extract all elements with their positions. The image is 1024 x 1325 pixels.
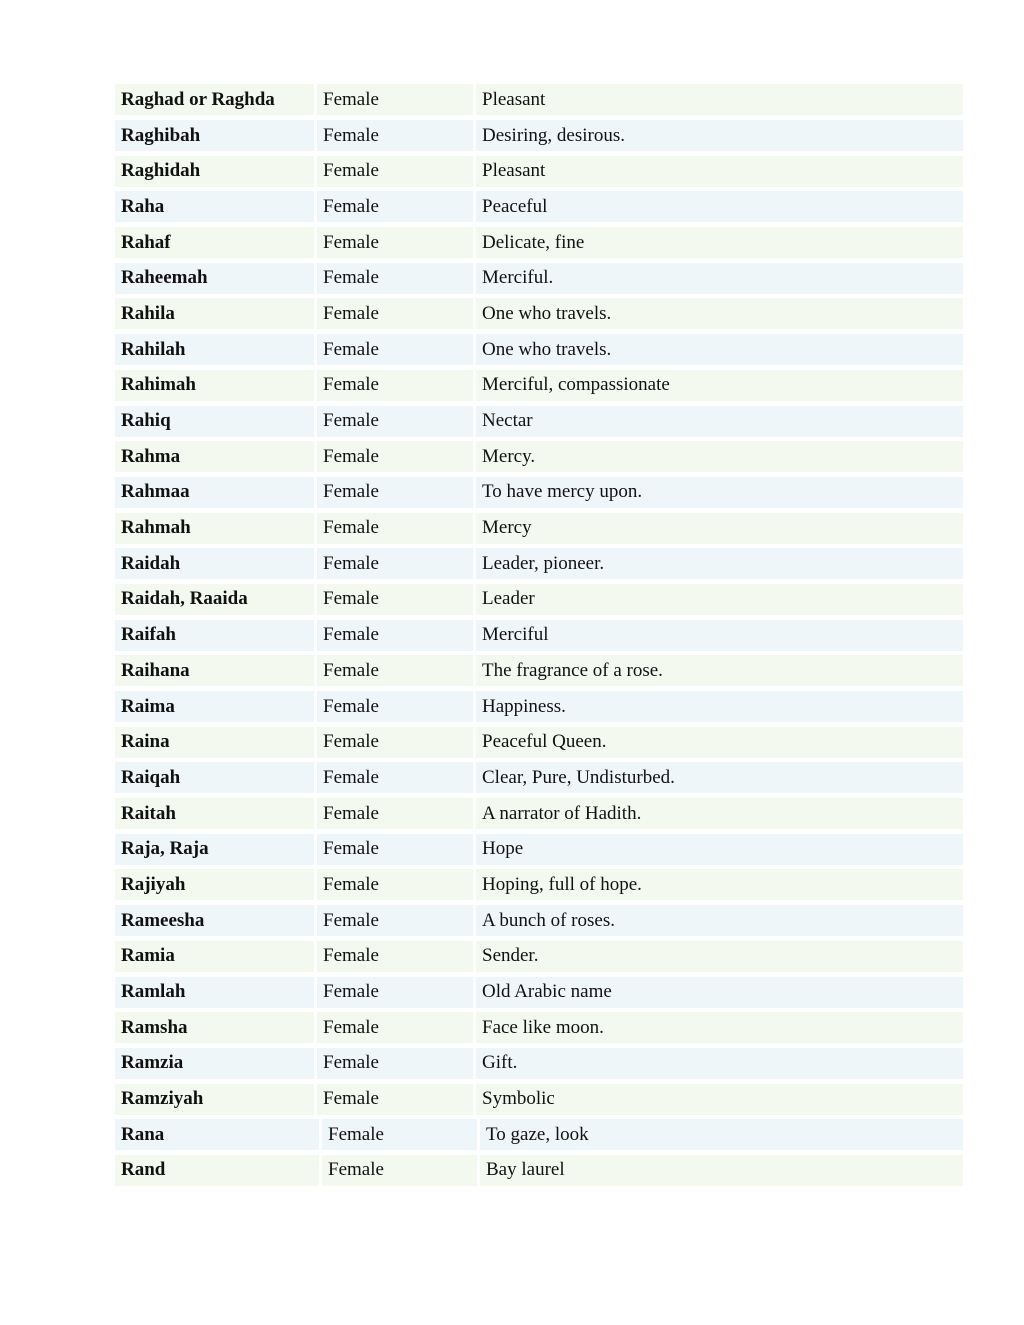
name-cell: Ramlah: [115, 977, 317, 1010]
name-cell: Rana: [115, 1119, 322, 1152]
table-row: [115, 1118, 963, 1154]
gender-cell: Female: [317, 762, 476, 795]
table-row: [115, 119, 963, 155]
table-row: [115, 154, 963, 190]
table-row: [115, 297, 963, 333]
name-cell: Raja, Raja: [115, 834, 317, 867]
meaning-cell: Mercy: [476, 513, 963, 546]
table-row: [115, 940, 963, 976]
gender-cell: Female: [317, 370, 476, 403]
meaning-cell: One who travels.: [476, 334, 963, 367]
name-cell: Rahma: [115, 441, 317, 474]
table-row: [115, 1011, 963, 1047]
meaning-cell: Hoping, full of hope.: [476, 869, 963, 902]
name-cell: Rand: [115, 1155, 322, 1188]
gender-cell: Female: [317, 548, 476, 581]
name-cell: Raheemah: [115, 263, 317, 296]
name-cell: Raghibah: [115, 120, 317, 153]
meaning-cell: Merciful.: [476, 263, 963, 296]
gender-cell: Female: [317, 406, 476, 439]
gender-cell: Female: [322, 1119, 480, 1152]
table-row: [115, 333, 963, 369]
table-row: [115, 511, 963, 547]
name-cell: Raima: [115, 691, 317, 724]
meaning-cell: Old Arabic name: [476, 977, 963, 1010]
table-row: [115, 369, 963, 405]
name-cell: Raidah, Raaida: [115, 584, 317, 617]
name-cell: Raifah: [115, 620, 317, 653]
table-row: [115, 83, 963, 119]
meaning-cell: Leader, pioneer.: [476, 548, 963, 581]
gender-cell: Female: [317, 584, 476, 617]
meaning-cell: Face like moon.: [476, 1012, 963, 1045]
gender-cell: Female: [317, 869, 476, 902]
name-cell: Rahilah: [115, 334, 317, 367]
gender-cell: Female: [317, 1084, 476, 1117]
table-row: [115, 1154, 963, 1190]
table-row: [115, 1047, 963, 1083]
gender-cell: Female: [317, 727, 476, 760]
name-cell: Raghad or Raghda: [115, 84, 317, 117]
meaning-cell: Delicate, fine: [476, 227, 963, 260]
table-row: [115, 476, 963, 512]
meaning-cell: Pleasant: [476, 156, 963, 189]
meaning-cell: One who travels.: [476, 298, 963, 331]
table-row: [115, 975, 963, 1011]
meaning-cell: Gift.: [476, 1048, 963, 1081]
meaning-cell: To have mercy upon.: [476, 477, 963, 510]
name-cell: Rahiq: [115, 406, 317, 439]
gender-cell: Female: [317, 441, 476, 474]
name-cell: Rahila: [115, 298, 317, 331]
name-cell: Raina: [115, 727, 317, 760]
gender-cell: Female: [317, 1048, 476, 1081]
gender-cell: Female: [317, 620, 476, 653]
gender-cell: Female: [317, 905, 476, 938]
gender-cell: Female: [317, 1012, 476, 1045]
gender-cell: Female: [317, 298, 476, 331]
name-cell: Raha: [115, 191, 317, 224]
gender-cell: Female: [317, 834, 476, 867]
name-cell: Ramziyah: [115, 1084, 317, 1117]
gender-cell: Female: [317, 334, 476, 367]
table-row: [115, 761, 963, 797]
table-row: [115, 904, 963, 940]
name-cell: Raidah: [115, 548, 317, 581]
meaning-cell: Hope: [476, 834, 963, 867]
gender-cell: Female: [317, 691, 476, 724]
gender-cell: Female: [317, 84, 476, 117]
name-cell: Raitah: [115, 798, 317, 831]
meaning-cell: Symbolic: [476, 1084, 963, 1117]
name-cell: Rahaf: [115, 227, 317, 260]
gender-cell: Female: [317, 191, 476, 224]
meaning-cell: Sender.: [476, 941, 963, 974]
meaning-cell: Pleasant: [476, 84, 963, 117]
name-cell: Rajiyah: [115, 869, 317, 902]
meaning-cell: A narrator of Hadith.: [476, 798, 963, 831]
name-cell: Ramsha: [115, 1012, 317, 1045]
names-table: [115, 83, 963, 1189]
table-row: [115, 797, 963, 833]
table-row: [115, 547, 963, 583]
table-row: [115, 404, 963, 440]
table-row: [115, 618, 963, 654]
name-cell: Raghidah: [115, 156, 317, 189]
meaning-cell: To gaze, look: [480, 1119, 963, 1152]
meaning-cell: The fragrance of a rose.: [476, 655, 963, 688]
name-cell: Rahmaa: [115, 477, 317, 510]
table-row: [115, 832, 963, 868]
table-row: [115, 868, 963, 904]
gender-cell: Female: [317, 120, 476, 153]
name-cell: Ramzia: [115, 1048, 317, 1081]
meaning-cell: Bay laurel: [480, 1155, 963, 1188]
table-row: [115, 654, 963, 690]
meaning-cell: Desiring, desirous.: [476, 120, 963, 153]
meaning-cell: Mercy.: [476, 441, 963, 474]
meaning-cell: Peaceful: [476, 191, 963, 224]
meaning-cell: Peaceful Queen.: [476, 727, 963, 760]
gender-cell: Female: [317, 477, 476, 510]
gender-cell: Female: [317, 941, 476, 974]
gender-cell: Female: [322, 1155, 480, 1188]
table-row: [115, 583, 963, 619]
table-row: [115, 226, 963, 262]
gender-cell: Female: [317, 156, 476, 189]
meaning-cell: Merciful: [476, 620, 963, 653]
meaning-cell: Happiness.: [476, 691, 963, 724]
meaning-cell: A bunch of roses.: [476, 905, 963, 938]
meaning-cell: Nectar: [476, 406, 963, 439]
table-row: [115, 690, 963, 726]
table-row: [115, 261, 963, 297]
table-row: [115, 1082, 963, 1118]
gender-cell: Female: [317, 655, 476, 688]
name-cell: Raihana: [115, 655, 317, 688]
name-cell: Rameesha: [115, 905, 317, 938]
name-cell: Rahimah: [115, 370, 317, 403]
meaning-cell: Clear, Pure, Undisturbed.: [476, 762, 963, 795]
gender-cell: Female: [317, 977, 476, 1010]
gender-cell: Female: [317, 227, 476, 260]
table-row: [115, 725, 963, 761]
gender-cell: Female: [317, 798, 476, 831]
name-cell: Ramia: [115, 941, 317, 974]
gender-cell: Female: [317, 513, 476, 546]
meaning-cell: Leader: [476, 584, 963, 617]
table-row: [115, 190, 963, 226]
name-cell: Rahmah: [115, 513, 317, 546]
gender-cell: Female: [317, 263, 476, 296]
table-row: [115, 440, 963, 476]
name-cell: Raiqah: [115, 762, 317, 795]
meaning-cell: Merciful, compassionate: [476, 370, 963, 403]
